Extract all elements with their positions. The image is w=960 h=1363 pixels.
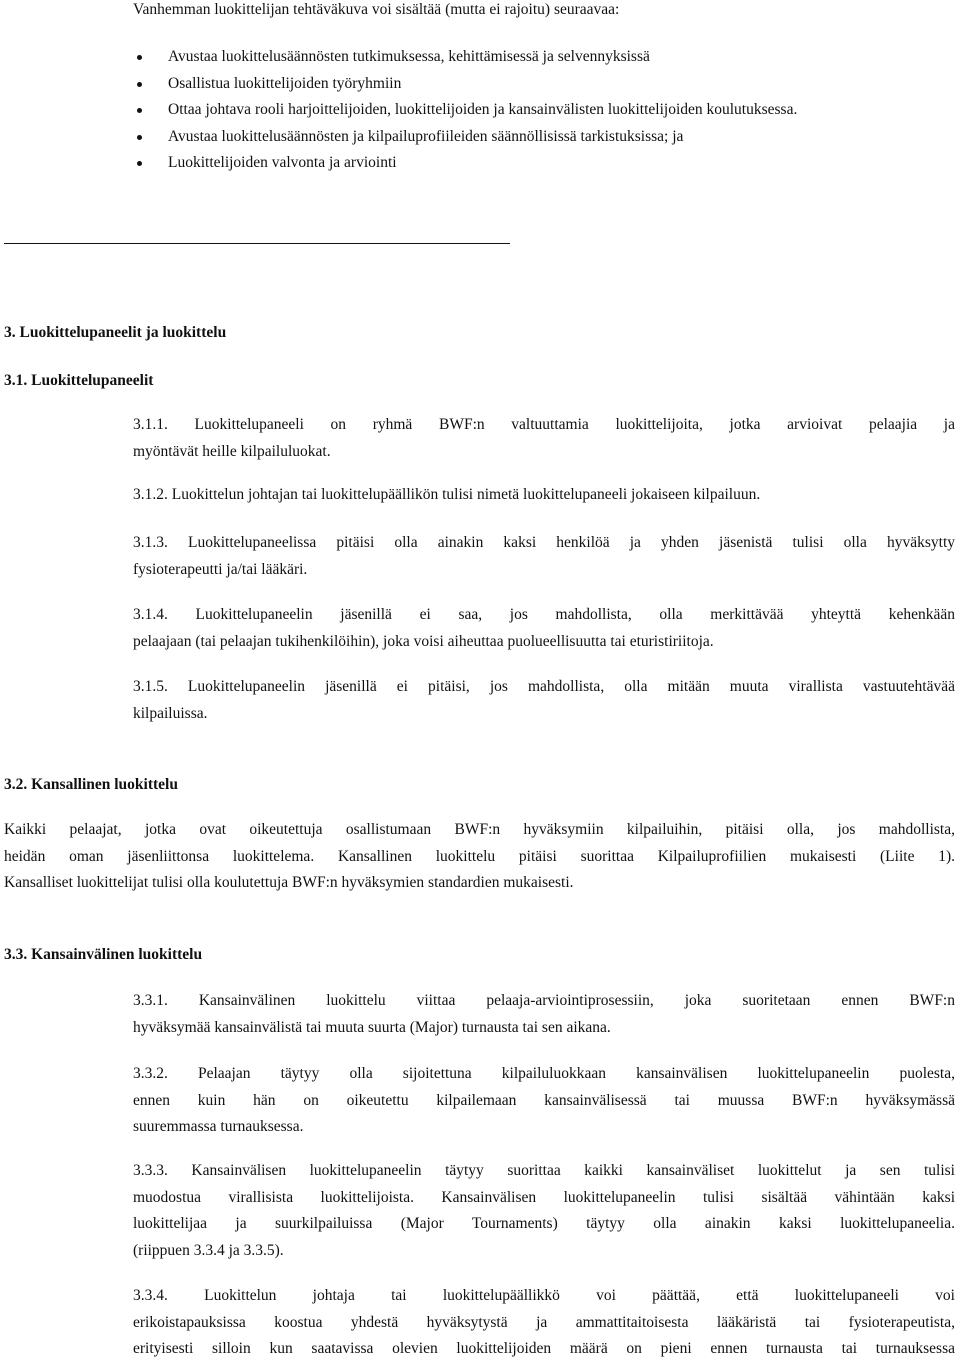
section-3-heading: 3. Luokittelupaneelit ja luokittelu bbox=[4, 324, 227, 341]
section-3-3-heading: 3.3. Kansainvälinen luokittelu bbox=[4, 946, 203, 963]
bullet-icon bbox=[137, 108, 142, 113]
bullet-icon bbox=[137, 55, 142, 60]
paragraph-3-1-5: 3.1.5. Luokittelupaneelin jäsenillä ei pitäisi, jos mahdollista, olla mitään muuta virallista vastuutehtävää kilpailuissa. bbox=[133, 678, 955, 722]
paragraph-3-1-1: 3.1.1. Luokittelupaneeli on ryhmä BWF:n valtuuttamia luokittelijoita, jotka arvioivat pelaajia ja myöntävät heille kilpailuluokat. bbox=[133, 416, 955, 460]
bullet-icon bbox=[137, 82, 142, 87]
list-item: Avustaa luokittelusäännösten tutkimuksessa, kehittämisessä ja selvennyksissä bbox=[133, 44, 955, 71]
paragraph-3-1-4: 3.1.4. Luokittelupaneelin jäsenillä ei saa, jos mahdollista, olla merkittävää yhteyttä kehenkään pelaajaan (tai pelaajan tukihenkilöihin), joka voisi aiheuttaa puolueellisuutta tai eturistiriitoja. bbox=[133, 606, 955, 650]
paragraph-3-3-4: 3.3.4. Luokittelun johtaja tai luokittelupäällikkö voi päättää, että luokittelupaneeli voi erikoistapauksissa koostua yhdestä hyväksytystä ja ammattitaitoisesta lääkäristä tai fysioterapeutista, erityisesti silloin kun saatavissa olevien luokittelijoiden määrä on pieni ennen turnausta tai turnauksessa bbox=[133, 1287, 955, 1357]
bullet-icon bbox=[137, 135, 142, 140]
paragraph-3-2: Kaikki pelaajat, jotka ovat oikeutettuja osallistumaan BWF:n hyväksymiin kilpailuihin, pitäisi olla, jos mahdollista, heidän oman jäsenliittonsa luokittelema. Kansallinen luokittelu pitäisi suorittaa Kilpailuprofiilien mukaisesti (Liite 1). Kansalliset luokittelijat tulisi olla koulutettuja BWF:n hyväksymien standardien mukaisesti. bbox=[4, 821, 955, 891]
paragraph-3-1-2: 3.1.2. Luokittelun johtajan tai luokittelupäällikön tulisi nimetä luokittelupaneeli jokaiseen kilpailuun. bbox=[133, 486, 761, 503]
intro-text: Vanhemman luokittelijan tehtäväkuva voi sisältää (mutta ei rajoitu) seuraavaa: bbox=[133, 1, 620, 18]
paragraph-3-1-3: 3.1.3. Luokittelupaneelissa pitäisi olla ainakin kaksi henkilöä ja yhden jäsenistä tulisi olla hyväksytty fysioterapeutti ja/tai lääkäri. bbox=[133, 534, 955, 578]
paragraph-3-3-3: 3.3.3. Kansainvälisen luokittelupaneelin täytyy suorittaa kaikki kansainväliset luokittelut ja sen tulisi muodostua virallisista luokittelijoista. Kansainvälisen luokittelupaneelin tulisi sisältää vähintään kaksi luokittelijaa ja suurkilpailuissa (Major Tournaments) täytyy olla ainakin kaksi luokittelupaneelia. (riippuen 3.3.4 ja 3.3.5). bbox=[133, 1162, 955, 1259]
section-3-2-heading: 3.2. Kansallinen luokittelu bbox=[4, 776, 178, 793]
duties-list bbox=[133, 44, 955, 177]
list-item: Avustaa luokittelusäännösten ja kilpailuprofiileiden säännöllisissä tarkistuksissa; ja bbox=[133, 124, 955, 151]
paragraph-3-3-1: 3.3.1. Kansainvälinen luokittelu viittaa pelaaja-arviointiprosessiin, joka suoritetaan ennen BWF:n hyväksymää kansainvälistä tai muuta suurta (Major) turnausta tai sen aikana. bbox=[133, 992, 955, 1036]
list-item: Luokittelijoiden valvonta ja arviointi bbox=[133, 150, 955, 177]
bullet-icon bbox=[137, 161, 142, 166]
horizontal-divider bbox=[4, 243, 510, 244]
section-3-1-heading: 3.1. Luokittelupaneelit bbox=[4, 372, 154, 389]
list-item: Osallistua luokittelijoiden työryhmiin bbox=[133, 71, 955, 98]
list-item: Ottaa johtava rooli harjoittelijoiden, luokittelijoiden ja kansainvälisten luokittelijoiden koulutuksessa. bbox=[133, 97, 955, 124]
paragraph-3-3-2: 3.3.2. Pelaajan täytyy olla sijoitettuna kilpailuluokkaan kansainvälisen luokittelupaneelin puolesta, ennen kuin hän on oikeutettu kilpailemaan kansainvälisessä tai muussa BWF:n hyväksymässä suuremmassa turnauksessa. bbox=[133, 1065, 955, 1135]
